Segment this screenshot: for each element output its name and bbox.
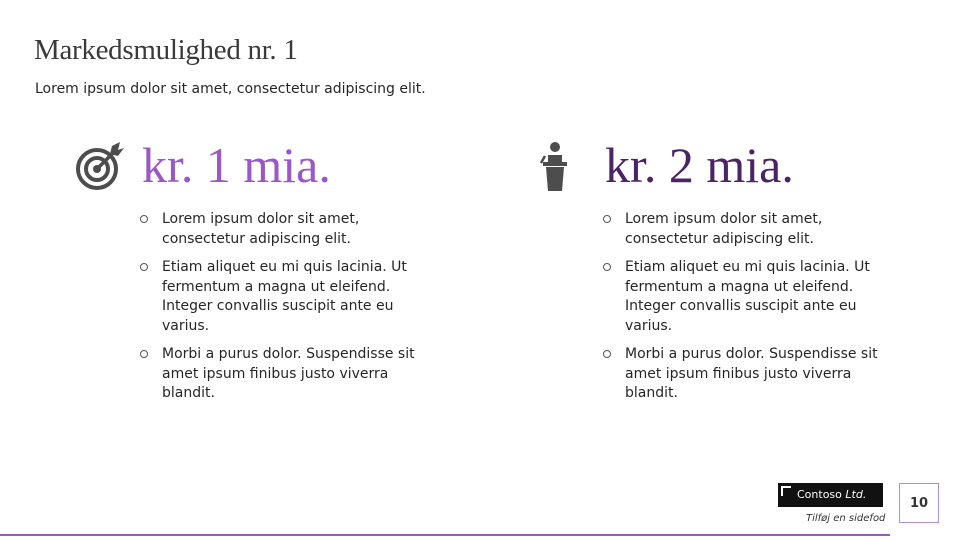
amount-value: kr. 2 mia. [605,137,794,193]
bullet-list [535,210,878,404]
amount-value: kr. 1 mia. [142,137,331,193]
bullet-text: Morbi a purus dolor. Suspendisse sit amet ipsum finibus justo viverra blandit. [625,346,878,401]
bullet-circle-icon [603,350,611,358]
target-icon [72,138,128,194]
column-heading [535,132,865,198]
speaker-podium-icon [535,138,591,194]
bullet-circle-icon [140,263,148,271]
accent-divider [0,534,890,536]
list-item [535,258,890,336]
bullet-circle-icon [603,215,611,223]
bullet-text: Etiam aliquet eu mi quis lacinia. Ut fermentum a magna ut eleifend. Integer convallis suscipit ante eu varius. [625,259,870,334]
list-item [535,210,890,249]
column-heading [72,132,402,198]
logo-corner-icon [781,486,791,496]
bullet-text: Lorem ipsum dolor sit amet, consectetur adipiscing elit. [162,211,360,247]
bullet-text: Lorem ipsum dolor sit amet, consectetur adipiscing elit. [625,211,823,247]
bullet-text: Morbi a purus dolor. Suspendisse sit amet ipsum finibus justo viverra blandit. [162,346,415,401]
list-item [72,210,427,249]
bullet-circle-icon [140,215,148,223]
logo-text: Contoso Ltd. [797,488,867,501]
list-item [72,258,427,336]
list-item [72,345,427,404]
company-logo [778,483,883,507]
bullet-circle-icon [140,350,148,358]
slide-title: Markedsmulighed nr. 1 [34,34,298,66]
list-item [535,345,890,404]
footer-text: Tilføj en sidefod [806,513,886,524]
column-left [72,132,415,413]
page-number: 10 [899,483,939,523]
bullet-list [72,210,415,404]
bullet-circle-icon [603,263,611,271]
column-right [535,132,878,413]
slide-subtitle: Lorem ipsum dolor sit amet, consectetur adipiscing elit. [35,81,426,97]
bullet-text: Etiam aliquet eu mi quis lacinia. Ut fermentum a magna ut eleifend. Integer convallis suscipit ante eu varius. [162,259,407,334]
